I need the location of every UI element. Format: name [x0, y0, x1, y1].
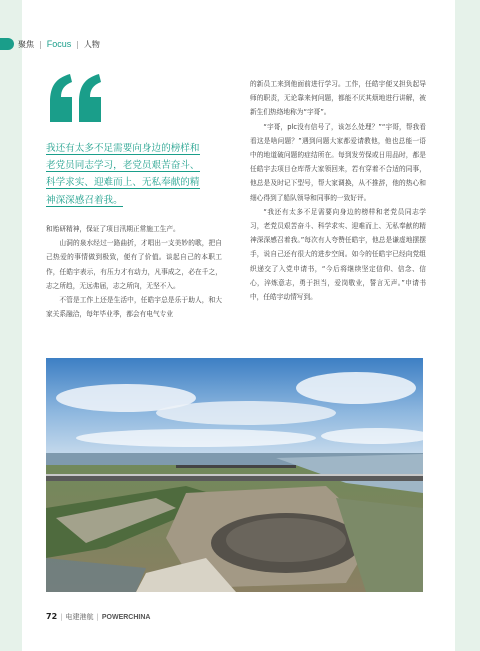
body-paragraph: 和贻研精神，保证了项目汛期正常施工生产。	[46, 225, 180, 233]
pull-quote-line: 我还有太多不足需要向身边的榜样和	[46, 143, 200, 154]
right-margin-band	[455, 0, 480, 651]
brand-name: POWERCHINA	[101, 614, 151, 621]
body-paragraph: 的新员工来到他面前进行学习。工作，任皓宇便又担负起导师的职责，无论靠来何问题，都能不厌其烦地进行讲解，被新生们热络地称为“宇哥”。	[250, 80, 426, 117]
publication-name: 电建港航	[65, 613, 94, 621]
body-paragraph: “我还有太多不足需要向身边的榜样和老党员同志学习，老党员艰苦奋斗、科学求实、迎难而上、无私奉献的精神深深感召着我。”每次有人夸赞任皓宇，他总是谦虚地摆摆手，说自己还有很大的进步空间。如今的任皓宇已经向党组织递交了入党申请书，“今后将继续坚定信仰、信念、信心，淬炼意志，勇于担当，爱岗敬业，誓言无声。”申请书中，任皓宇动情写到。	[250, 207, 426, 302]
section-category: 人物	[83, 40, 100, 49]
body-paragraph: 山洞的泉水经过一路曲折，才唱出一支美妙的歌，把自己热爱的事情做到极致，便有了价值。谈起自己的本职工作，任皓宇表示，有压力才有动力，凡事成之，必在千之，志之所趋，无远弗届，志之所向，无坚不入。	[46, 239, 222, 290]
page-footer	[46, 612, 150, 623]
page-number: 72	[46, 612, 58, 621]
section-title: 聚焦	[18, 40, 34, 49]
body-paragraph: 不管是工作上还是生活中，任皓宇总是乐于助人，和大家关系融洽，每年毕业季，都会有电气专业	[46, 296, 222, 319]
footer-separator: |	[96, 613, 99, 621]
section-header	[18, 37, 100, 52]
header-separator: |	[39, 40, 42, 49]
body-column-right	[250, 77, 426, 304]
header-separator: |	[76, 40, 79, 49]
section-title-en: Focus	[46, 39, 72, 49]
body-paragraph: “宇哥，plc没有信号了，该怎么处理？”“宇哥，帮我看看这是啥问题？”遇到问题大家都爱请教他，他也总能一语中的地道破问题的症结所在。每到发劳保或日用品时，都是任皓宇去项目仓库帮大家领回来，若有穿着不合适的同事，他总是及时记下型号，帮大家调换，从不推辞，他的热心和细心得到了船队领导和同事的一致好评。	[250, 122, 426, 202]
section-marker	[0, 38, 14, 50]
pull-quote	[46, 140, 216, 209]
footer-separator: |	[60, 613, 63, 621]
body-column-left	[46, 222, 222, 321]
pull-quote-line: 科学求实、迎难而上、无私奉献的精	[46, 177, 200, 189]
aerial-construction-photo	[46, 358, 423, 592]
quote-mark-icon	[46, 74, 106, 124]
pull-quote-line: 神深深感召着我。	[46, 194, 123, 206]
left-margin-band	[0, 0, 22, 651]
pull-quote-line: 老党员同志学习，老党员艰苦奋斗、	[46, 160, 200, 172]
